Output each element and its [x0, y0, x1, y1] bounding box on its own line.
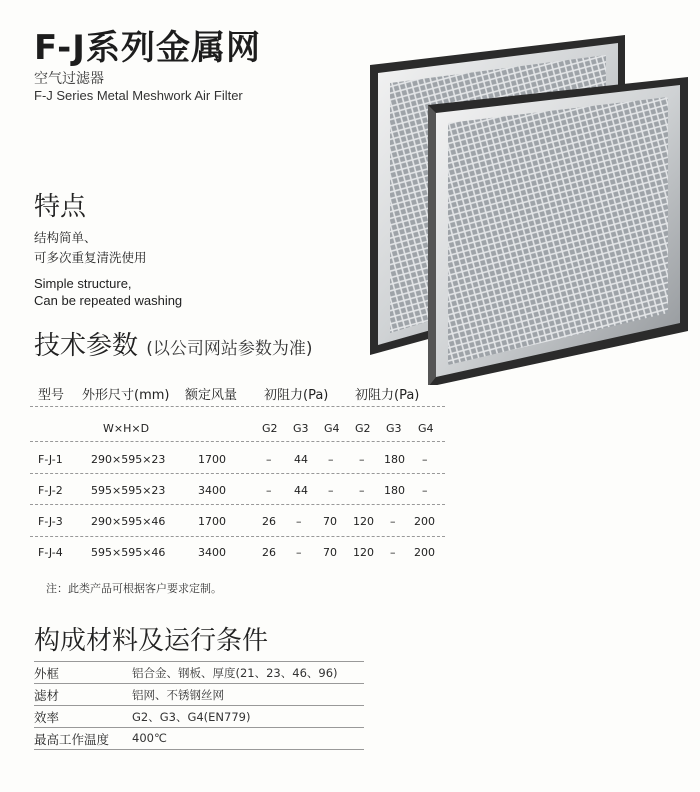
table-cell: 595×595×46	[91, 546, 166, 559]
col-header-resistance-2: 初阻力(Pa)	[355, 388, 420, 403]
table-cell: –	[266, 453, 272, 466]
table-cell: F-J-3	[38, 515, 63, 528]
table-cell: –	[359, 484, 365, 497]
materials-value: 400℃	[132, 731, 167, 745]
subheader-g2: G2	[262, 422, 278, 435]
table-cell: 120	[353, 515, 374, 528]
table-cell: 26	[262, 515, 276, 528]
divider	[30, 536, 445, 537]
materials-label: 效率	[34, 710, 60, 725]
col-header-airflow: 额定风量	[185, 388, 238, 403]
table-cell: 44	[294, 484, 308, 497]
table-cell: 290×595×46	[91, 515, 166, 528]
subtitle-cn: 空气过滤器	[34, 71, 104, 87]
divider	[30, 504, 445, 505]
table-cell: –	[328, 453, 334, 466]
table-cell: F-J-1	[38, 453, 63, 466]
table-cell: 290×595×23	[91, 453, 166, 466]
materials-value: 铝网、不锈钢丝网	[132, 688, 224, 702]
table-cell: 180	[384, 484, 405, 497]
feature-cn-1: 结构简单、	[34, 230, 97, 245]
materials-row	[34, 705, 364, 727]
divider	[30, 473, 445, 474]
divider	[30, 441, 445, 442]
table-cell: –	[296, 546, 302, 559]
subheader-g2b: G2	[355, 422, 371, 435]
product-photo	[350, 25, 690, 385]
specs-title: 技术参数	[34, 331, 139, 361]
table-cell: –	[390, 515, 396, 528]
table-cell: 180	[384, 453, 405, 466]
subheader-g4: G4	[324, 422, 340, 435]
table-cell: 44	[294, 453, 308, 466]
table-cell: 70	[323, 515, 337, 528]
materials-row	[34, 727, 364, 750]
table-cell: 1700	[198, 515, 226, 528]
materials-heading: 构成材料及运行条件	[34, 626, 269, 656]
specs-heading	[34, 325, 313, 362]
subheader-g3: G3	[293, 422, 309, 435]
table-cell: 26	[262, 546, 276, 559]
table-cell: 595×595×23	[91, 484, 166, 497]
table-cell: F-J-2	[38, 484, 63, 497]
divider	[30, 406, 445, 407]
materials-label: 滤材	[34, 688, 60, 703]
feature-en-2: Can be repeated washing	[34, 293, 183, 308]
table-cell: 3400	[198, 484, 226, 497]
subheader-g4b: G4	[418, 422, 434, 435]
table-cell: 3400	[198, 546, 226, 559]
subtitle-en: F-J Series Metal Meshwork Air Filter	[34, 88, 243, 103]
table-cell: 200	[414, 515, 435, 528]
subheader-dims: W×H×D	[103, 422, 150, 435]
filter-front	[428, 77, 688, 385]
table-cell: –	[328, 484, 334, 497]
page-title: F-J系列金属网	[34, 28, 261, 68]
table-cell: –	[359, 453, 365, 466]
materials-value: G2、G3、G4(EN779)	[132, 710, 251, 724]
col-header-size: 外形尺寸(mm)	[82, 388, 170, 403]
table-cell: –	[296, 515, 302, 528]
table-cell: F-J-4	[38, 546, 63, 559]
specs-note: (以公司网站参数为准)	[146, 339, 313, 359]
materials-row	[34, 683, 364, 705]
materials-label: 外框	[34, 666, 60, 681]
table-cell: 200	[414, 546, 435, 559]
table-cell: –	[422, 484, 428, 497]
table-cell: 70	[323, 546, 337, 559]
subheader-g3b: G3	[386, 422, 402, 435]
table-cell: –	[266, 484, 272, 497]
col-header-model: 型号	[38, 388, 65, 403]
feature-cn-2: 可多次重复清洗使用	[34, 250, 147, 265]
table-cell: –	[390, 546, 396, 559]
feature-en-1: Simple structure,	[34, 276, 132, 291]
materials-value: 铝合金、钢板、厚度(21、23、46、96)	[132, 666, 338, 680]
table-cell: 120	[353, 546, 374, 559]
table-cell: 1700	[198, 453, 226, 466]
table-cell: –	[422, 453, 428, 466]
materials-label: 最高工作温度	[34, 732, 110, 747]
features-heading: 特点	[34, 192, 87, 222]
materials-row	[34, 661, 364, 683]
footnote: 注：此类产品可根据客户要求定制。	[46, 582, 222, 595]
col-header-resistance-1: 初阻力(Pa)	[264, 388, 329, 403]
